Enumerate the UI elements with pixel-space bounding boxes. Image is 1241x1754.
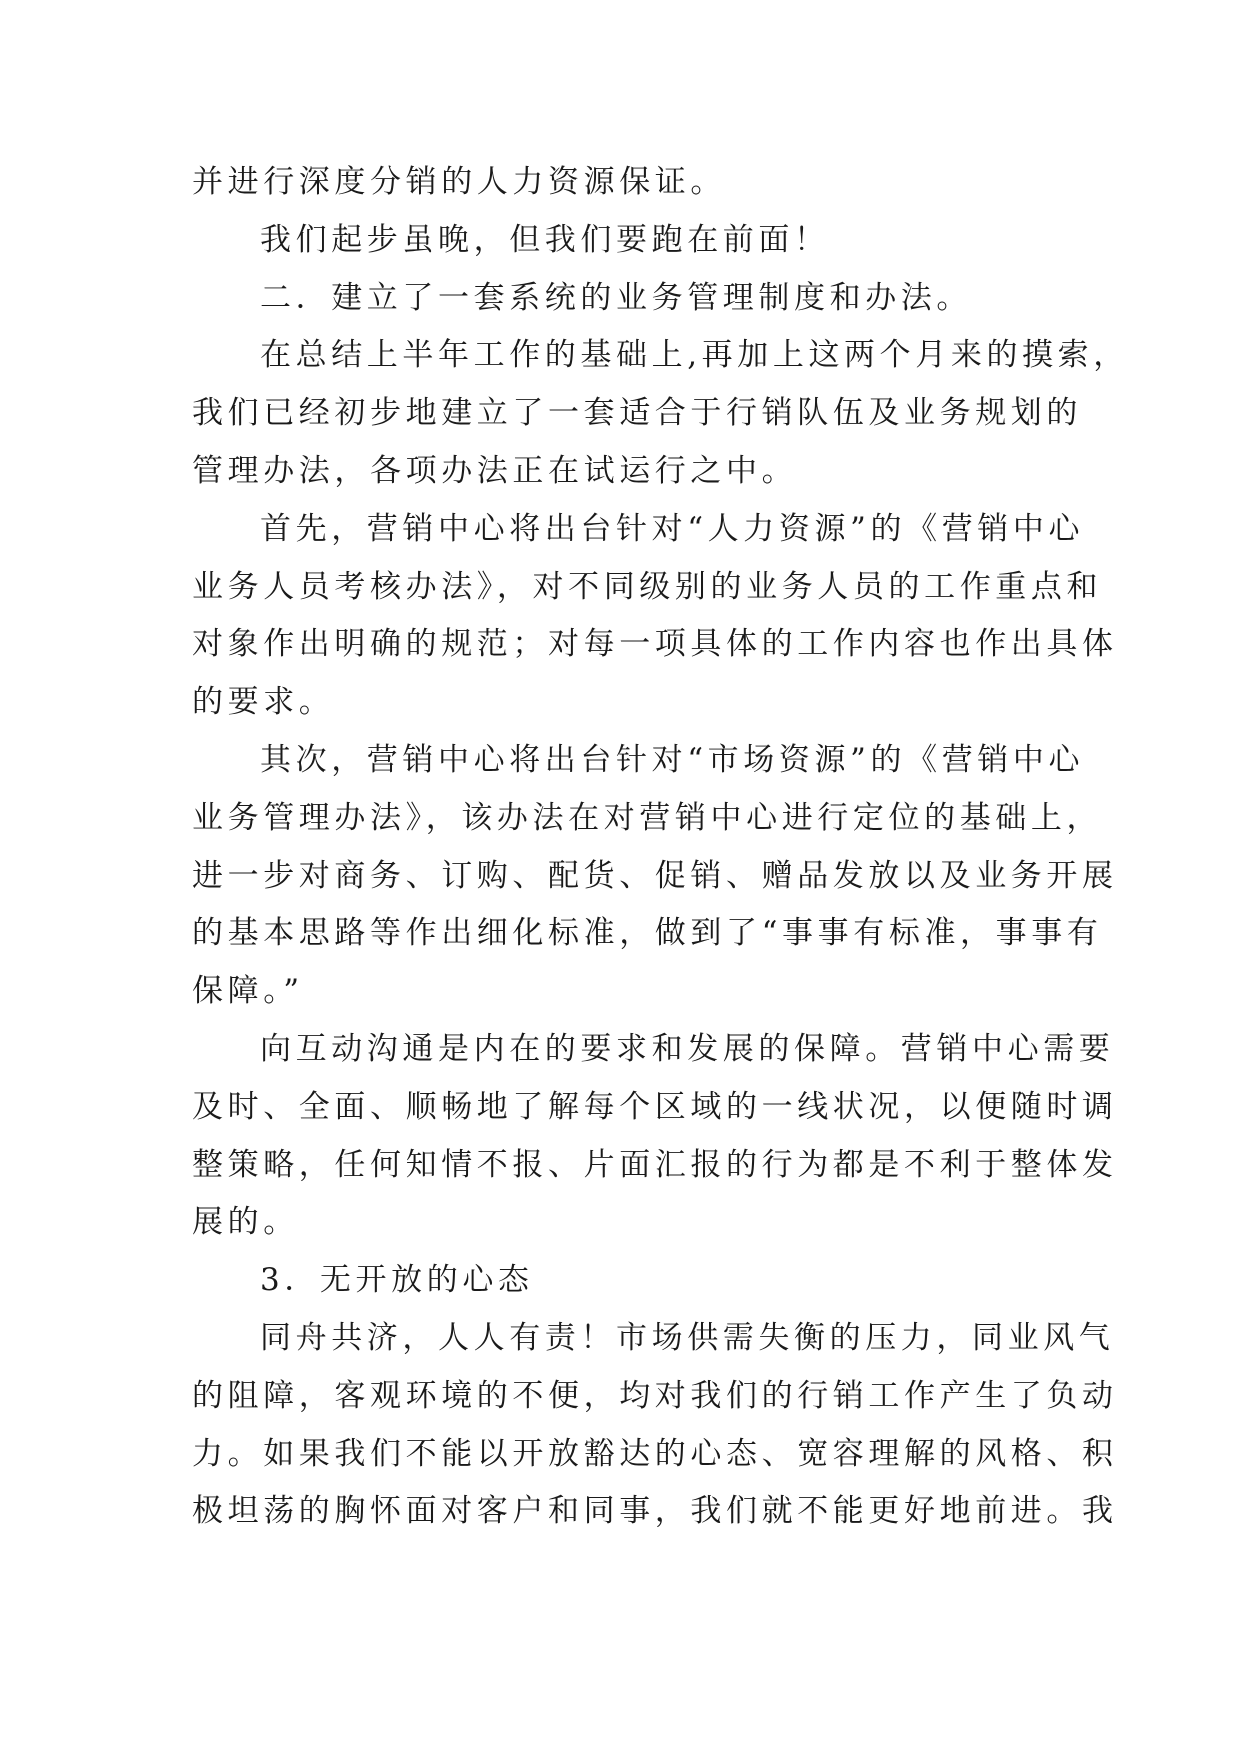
text-line: 的要求。 (192, 684, 335, 721)
text-line: 业务人员考核办法》，对不同级别的业务人员的工作重点和 (192, 568, 1103, 605)
text-line: 及时、全面、顺畅地了解每个区域的一线状况，以便随时调 (192, 1088, 1118, 1125)
text-line: 极坦荡的胸怀面对客户和同事，我们就不能更好地前进。我 (192, 1493, 1118, 1530)
text-line: 在总结上半年工作的基础上,再加上这两个月来的摸索， (260, 337, 1129, 374)
text-line: 力。如果我们不能以开放豁达的心态、宽容理解的风格、积 (192, 1435, 1118, 1472)
text-line: 并进行深度分销的人力资源保证。 (192, 164, 726, 200)
text-line: 展的。 (192, 1204, 299, 1241)
document-body (192, 154, 1129, 1541)
text-line: 对象作出明确的规范；对每一项具体的工作内容也作出具体 (192, 626, 1118, 663)
text-line: 业务管理办法》，该办法在对营销中心进行定位的基础上， (192, 799, 1103, 836)
text-line: 我们起步虽晚，但我们要跑在前面！ (260, 221, 830, 258)
section-heading: 3．无开放的心态 (260, 1262, 534, 1299)
section-heading: 二．建立了一套系统的业务管理制度和办法。 (260, 279, 972, 316)
text-line: 保障。” (192, 973, 304, 1010)
text-line: 首先，营销中心将出台针对“人力资源”的《营销中心 (260, 510, 1085, 547)
text-line: 的阻障，客观环境的不便，均对我们的行销工作产生了负动 (192, 1377, 1118, 1414)
text-line: 向互动沟通是内在的要求和发展的保障。营销中心需要 (260, 1030, 1115, 1067)
text-line: 整策略，任何知情不报、片面汇报的行为都是不利于整体发 (192, 1146, 1118, 1183)
text-line: 其次，营销中心将出台针对“市场资源”的《营销中心 (260, 741, 1085, 778)
text-line: 我们已经初步地建立了一套适合于行销队伍及业务规划的 (192, 395, 1082, 432)
text-line: 同舟共济，人人有责！市场供需失衡的压力，同业风气 (260, 1319, 1115, 1356)
text-line: 管理办法，各项办法正在试运行之中。 (192, 452, 798, 489)
text-line: 的基本思路等作出细化标准，做到了“事事有标准，事事有 (192, 915, 1103, 952)
text-line: 进一步对商务、订购、配货、促销、赠品发放以及业务开展 (192, 857, 1118, 894)
